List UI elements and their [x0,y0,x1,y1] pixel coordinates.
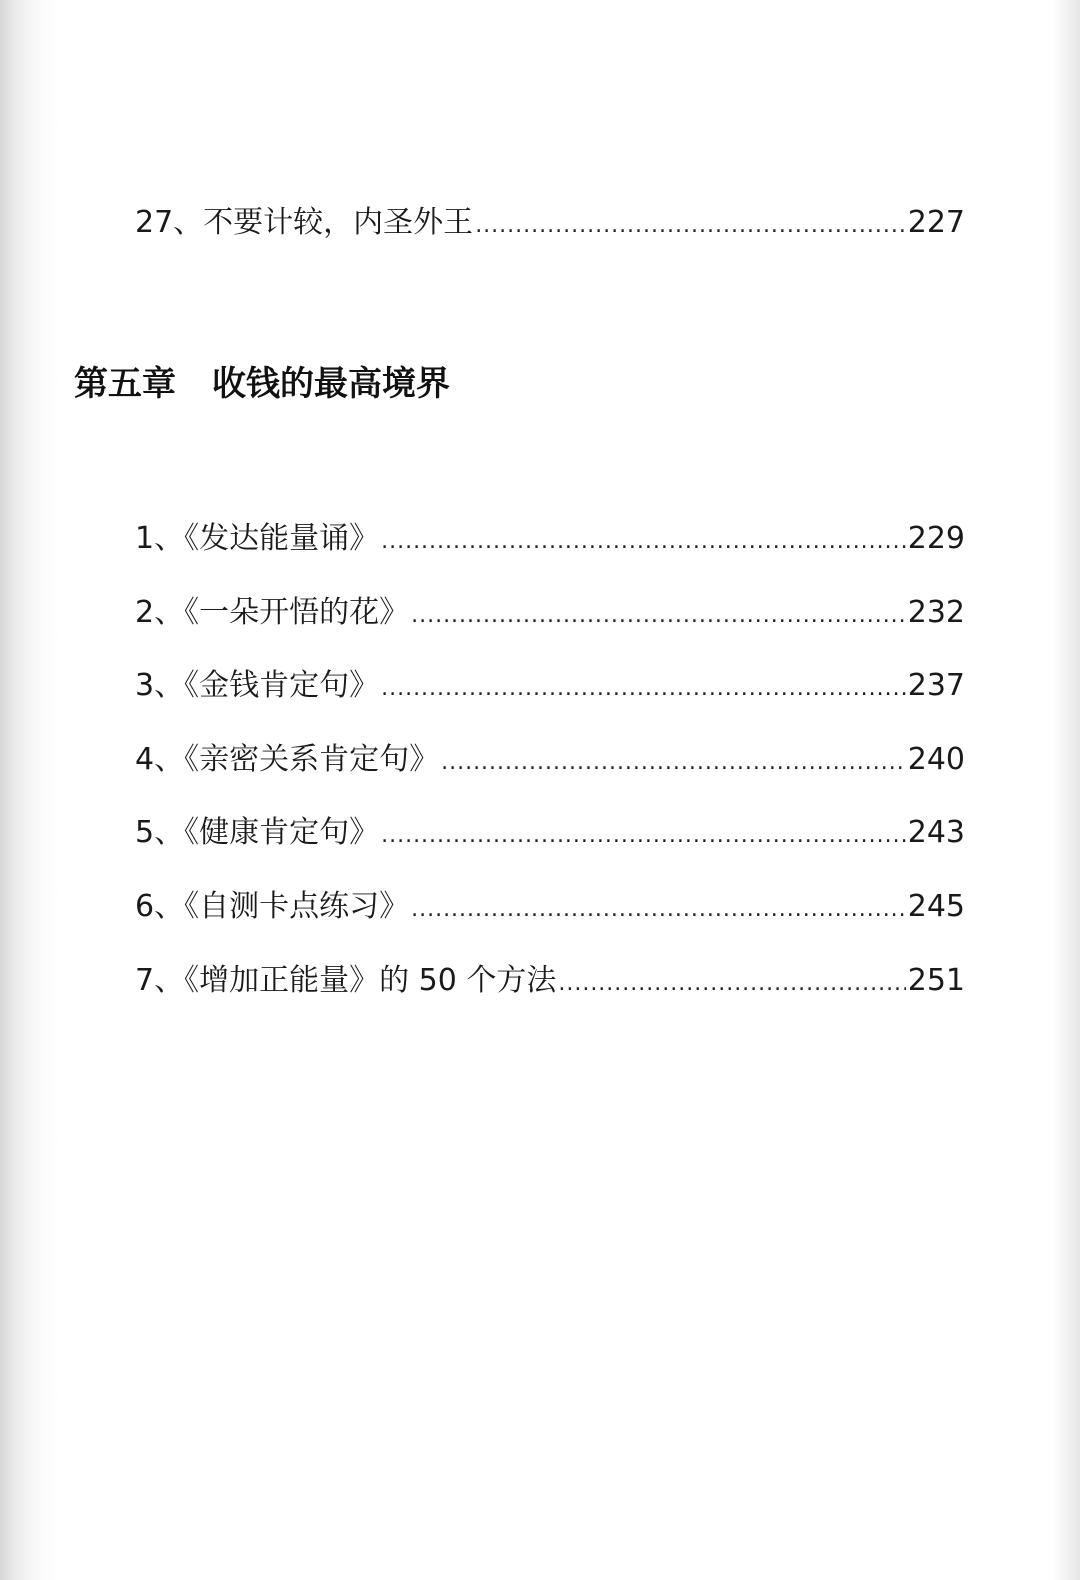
toc-entry-page: 245 [907,889,965,924]
dot-leader [475,206,906,246]
toc-entry-title: 27、不要计较，内圣外王 [135,205,474,240]
toc-entry-title: 6、《自测卡点练习》 [135,889,410,924]
toc-entry-page: 229 [907,521,965,556]
toc-entry[interactable] [135,593,965,636]
toc-entry-title: 5、《健康肯定句》 [135,815,380,850]
toc-entry[interactable] [135,961,965,1004]
dot-leader [411,890,906,930]
toc-entry[interactable] [135,813,965,856]
dot-leader [441,743,906,783]
dot-leader [558,964,905,1004]
toc-entry-title: 7、《增加正能量》的 50 个方法 [135,963,557,998]
toc-entry-title: 4、《亲密关系肯定句》 [135,742,440,777]
toc-entry-page: 232 [907,595,965,630]
chapter-heading[interactable] [74,362,450,406]
toc-entry[interactable] [135,203,965,246]
toc-entry-page: 243 [907,815,965,850]
chapter-title: 收钱的最高境界 [212,364,450,404]
toc-entry-page: 237 [907,668,965,703]
toc-entry-title: 2、《一朵开悟的花》 [135,595,410,630]
dot-leader [381,522,906,562]
toc-entry-page: 240 [907,742,965,777]
chapter-number: 第五章 [74,364,176,404]
toc-entry[interactable] [135,519,965,562]
dot-leader [411,596,906,636]
toc-entry-page: 251 [907,963,965,998]
toc-entry-title: 1、《发达能量诵》 [135,521,380,556]
toc-entry[interactable] [135,740,965,783]
toc-entry[interactable] [135,887,965,930]
dot-leader [381,816,906,856]
toc-entry-page: 227 [907,205,965,240]
toc-entry-title: 3、《金钱肯定句》 [135,668,380,703]
toc-entry[interactable] [135,666,965,709]
dot-leader [381,669,906,709]
